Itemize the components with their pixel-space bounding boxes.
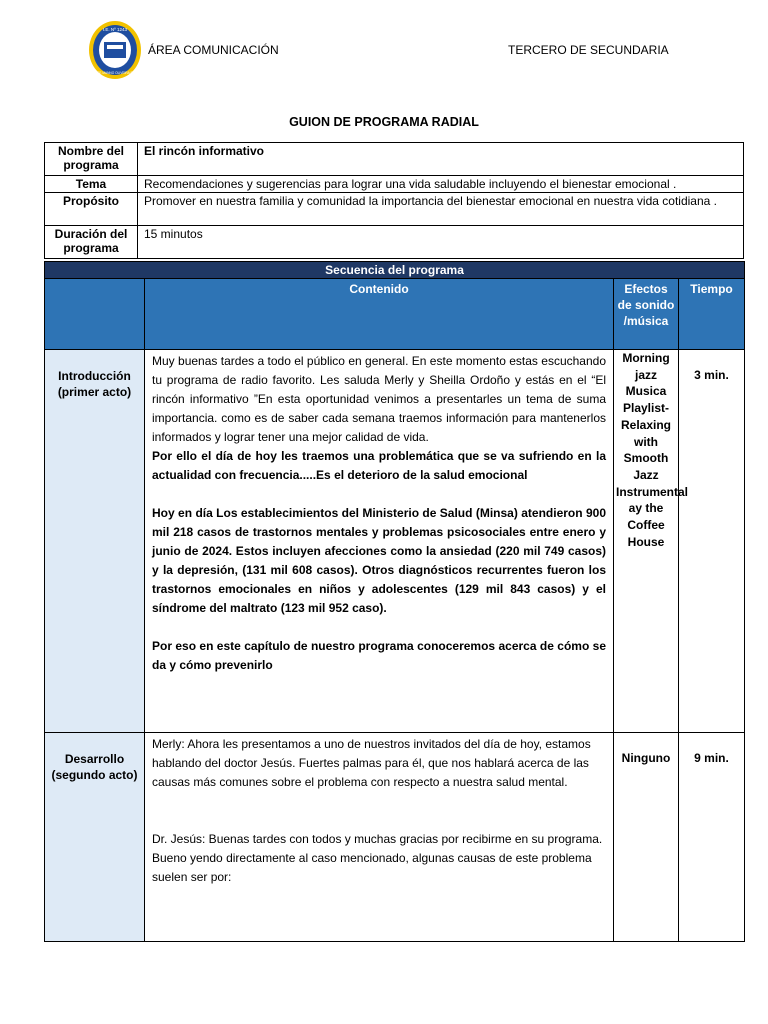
- intro-paragraph-1: Muy buenas tardes a todo el público en general. En este momento estas escuchando tu programa de radio favorito. Les saluda Merly y Sheilla Ordoño y estás en el “El rincón informativo ”En esta oportunidad venimos a presentarles un tema de suma importancia. como es de saber cada semana traemos información para mantenerlos informados y lograr tener una mejor calidad de vida.: [152, 354, 606, 444]
- sequence-table: [44, 261, 745, 942]
- spacer: [152, 792, 606, 811]
- development-label: Desarrollo (segundo acto): [45, 733, 145, 942]
- development-effects: Ninguno: [614, 733, 679, 942]
- document-title: GUION DE PROGRAMA RADIAL: [289, 115, 479, 129]
- info-row-name: [45, 143, 744, 176]
- intro-label: Introducción (primer acto): [45, 350, 145, 733]
- development-row: [45, 733, 745, 942]
- header-blank: [45, 279, 145, 350]
- header-effects: Efectos de sonido /música: [614, 279, 679, 350]
- school-logo: [88, 20, 142, 80]
- program-name-value: El rincón informativo: [138, 143, 744, 176]
- intro-row: [45, 350, 745, 733]
- development-content: [145, 733, 614, 942]
- program-name-label: Nombre del programa: [45, 143, 138, 176]
- intro-effects: Morning jazz Musica Playlist-Relaxing with Smooth Jazz Instrumental ay the Coffee House: [614, 350, 679, 733]
- logo-shield: [104, 42, 126, 58]
- info-row-duration: [45, 226, 744, 259]
- spacer: [152, 485, 606, 504]
- sequence-band: Secuencia del programa: [45, 262, 745, 279]
- sequence-band-row: [45, 262, 745, 279]
- intro-paragraph-4: Por eso en este capítulo de nuestro programa conoceremos acerca de cómo se da y cómo prevenirlo: [152, 639, 606, 672]
- development-time: 9 min.: [679, 733, 745, 942]
- program-info-table: [44, 142, 744, 259]
- duration-value: 15 minutos: [138, 226, 744, 259]
- spacer: [152, 811, 606, 830]
- intro-time: 3 min.: [679, 350, 745, 733]
- area-label: ÁREA COMUNICACIÓN: [148, 43, 279, 57]
- document-header: [0, 0, 768, 100]
- development-paragraph-2: Dr. Jesús: Buenas tardes con todos y muchas gracias por recibirme en su programa. Bueno yendo directamente al caso mencionado, algunas causas de este problema suelen ser por:: [152, 832, 603, 884]
- intro-paragraph-2: Por ello el día de hoy les traemos una problemática que se va sufriendo en la actualidad con frecuencia.....Es el deterioro de la salud emocional: [152, 449, 606, 482]
- logo-bottom-text: ANELISE MANNO OLIVEIRA ROCHA: [88, 71, 142, 75]
- intro-paragraph-3: Hoy en día Los establecimientos del Ministerio de Salud (Minsa) atendieron 900 mil 218 casos de trastornos mentales y problemas psicosociales entre enero y junio de 2024. Estos incluyen afecciones como la ansiedad (220 mil 749 casos) y la depresión, (131 mil 608 casos). Otros diagnósticos recurrentes fueron los trastornos emocionales en niños y adolescentes (129 mil 843 casos) y el síndrome del maltrato (123 mil 952 caso).: [152, 506, 606, 615]
- topic-label: Tema: [45, 176, 138, 193]
- intro-content: [145, 350, 614, 733]
- sequence-header-row: [45, 279, 745, 350]
- logo-book: [107, 45, 123, 49]
- topic-value: Recomendaciones y sugerencias para lograr una vida saludable incluyendo el bienestar emocional .: [138, 176, 744, 193]
- info-row-purpose: [45, 193, 744, 226]
- header-time: Tiempo: [679, 279, 745, 350]
- grade-label: TERCERO DE SECUNDARIA: [508, 43, 669, 57]
- header-content: Contenido: [145, 279, 614, 350]
- logo-top-text: I.E. Nº 1243: [102, 27, 128, 32]
- purpose-value: Promover en nuestra familia y comunidad la importancia del bienestar emocional en nuestra vida cotidiana .: [138, 193, 744, 226]
- info-row-topic: [45, 176, 744, 193]
- development-paragraph-1: Merly: Ahora les presentamos a uno de nuestros invitados del día de hoy, estamos hablando del doctor Jesús. Fuertes palmas para él, que nos hablará acerca de las causas más comunes sobre el problema con respecto a nuestra salud mental.: [152, 737, 591, 789]
- purpose-label: Propósito: [45, 193, 138, 226]
- spacer: [152, 618, 606, 637]
- duration-label: Duración del programa: [45, 226, 138, 259]
